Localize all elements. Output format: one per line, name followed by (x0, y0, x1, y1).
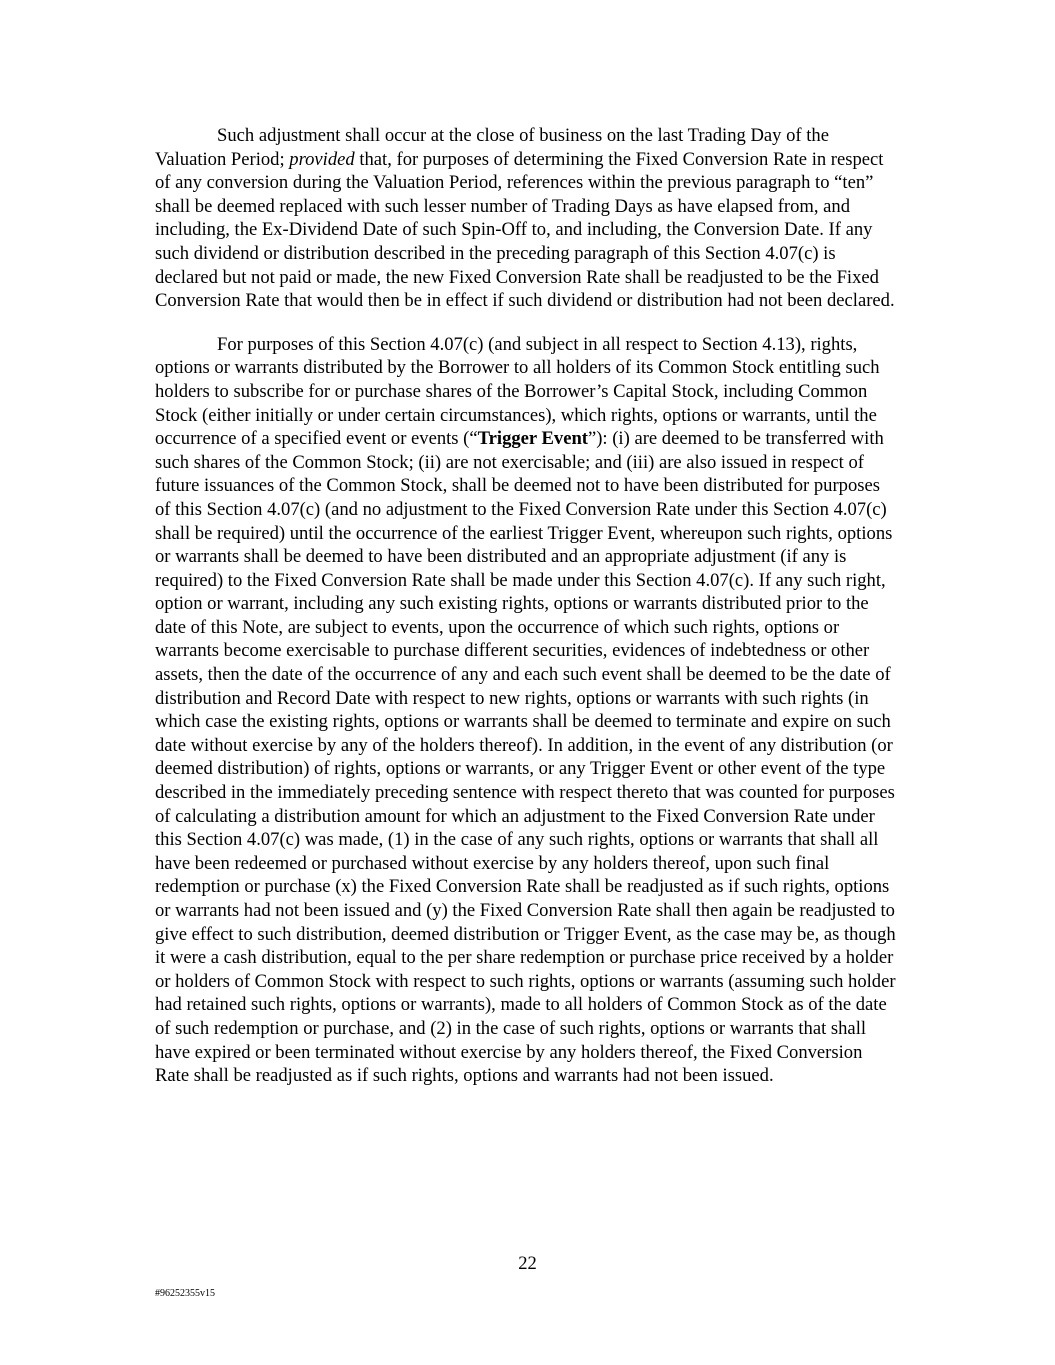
paragraph-2 (155, 333, 899, 1088)
paragraph-2-text-b: ”): (i) are deemed to be transferred with such shares of the Common Stock; (ii) are not exercisable; and (iii) are also issued in respect of future issuances of the Common Stock, shall be deemed not to have been distributed for purposes of this Section 4.07(c) (and no adjustment to the Fixed Conversion Rate under this Section 4.07(c) shall be required) until the occurrence of the earliest Trigger Event, whereupon such rights, options or warrants shall be deemed to have been distributed and an appropriate adjustment (if any is required) to the Fixed Conversion Rate shall be made under this Section 4.07(c). If any such right, option or warrant, including any such existing rights, options or warrants distributed prior to the date of this Note, are subject to events, upon the occurrence of which such rights, options or warrants become exercisable to purchase different securities, evidences of indebtedness or other assets, then the date of the occurrence of any and each such event shall be deemed to be the date of distribution and Record Date with respect to new rights, options or warrants with such rights (in which case the existing rights, options or warrants shall be deemed to terminate and expire on such date without exercise by any of the holders thereof). In addition, in the event of any distribution (or deemed distribution) of rights, options or warrants, or any Trigger Event or other event of the type described in the immediately preceding sentence with respect thereto that was counted for purposes of calculating a distribution amount for which an adjustment to the Fixed Conversion Rate under this Section 4.07(c) was made, (1) in the case of any such rights, options or warrants that shall all have been redeemed or purchased without exercise by any holders thereof, upon such final redemption or purchase (x) the Fixed Conversion Rate shall be readjusted as if such rights, options or warrants had not been issued and (y) the Fixed Conversion Rate shall then again be readjusted to give effect to such distribution, deemed distribution or Trigger Event, as the case may be, as though it were a cash distribution, equal to the per share redemption or purchase price received by a holder or holders of Common Stock with respect to such rights, options or warrants (assuming such holder had retained such rights, options or warrants), made to all holders of Common Stock as of the date of such redemption or purchase, and (2) in the case of such rights, options or warrants that shall have expired or been terminated without exercise by any holders thereof, the Fixed Conversion Rate shall be readjusted as if such rights, options and warrants had not been issued. (155, 428, 896, 1087)
document-id: #96252355v15 (155, 1288, 215, 1299)
page-number: 22 (518, 1253, 537, 1274)
paragraph-1-provided: provided (289, 148, 355, 170)
body-text (155, 124, 899, 1088)
paragraph-1-text-a: Such adjustment shall occur at the close of business on the last Trading Day of the Valuation Period; (155, 125, 829, 170)
paragraph-1 (155, 124, 899, 313)
defined-term-trigger-event: Trigger Event (477, 428, 588, 450)
paragraph-1-text-b: that, for purposes of determining the Fixed Conversion Rate in respect of any conversion during the Valuation Period, references within the previous paragraph to “ten” shall be deemed replaced with such lesser number of Trading Days as have elapsed from, and including, the Ex-Dividend Date of such Spin-Off to, and including, the Conversion Date. If any such dividend or distribution described in the preceding paragraph of this Section 4.07(c) is declared but not paid or made, the new Fixed Conversion Rate shall be readjusted to be the Fixed Conversion Rate that would then be in effect if such dividend or distribution had not been declared. (155, 148, 895, 312)
paragraph-2-text-a: For purposes of this Section 4.07(c) (and subject in all respect to Section 4.13), rights, options or warrants distributed by the Borrower to all holders of its Common Stock entitling such holders to subscribe for or purchase shares of the Borrower’s Capital Stock, including Common Stock (either initially or under certain circumstances), which rights, options or warrants, until the occurrence of a specified event or events (“ (155, 333, 880, 450)
